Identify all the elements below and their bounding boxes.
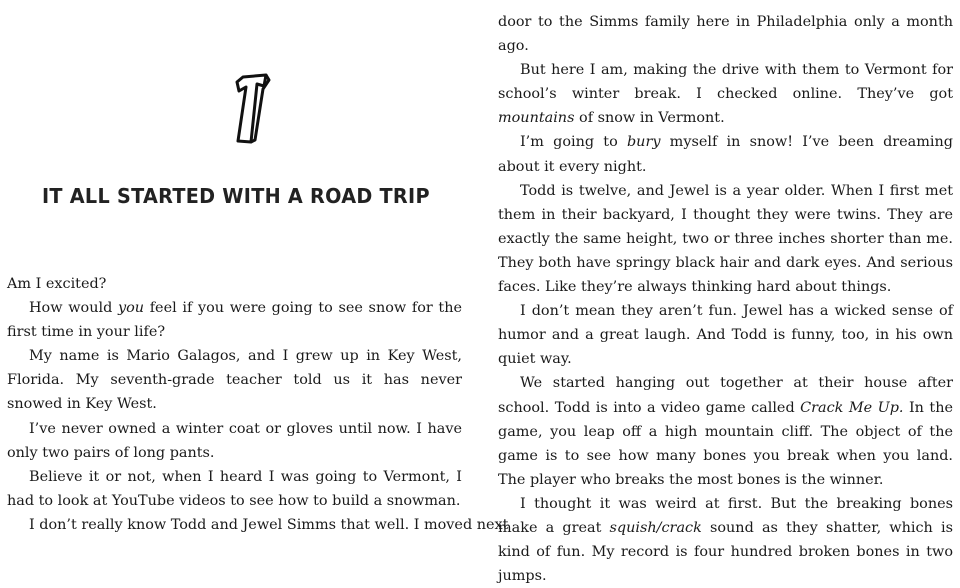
chapter-number-glyph bbox=[237, 75, 266, 142]
paragraph: I’ve never owned a winter coat or gloves until now. I have only two pairs of long pants. bbox=[7, 420, 462, 461]
left-page bbox=[0, 0, 509, 533]
right-page-text bbox=[498, 10, 953, 588]
chapter-title: IT ALL STARTED WITH A ROAD TRIP bbox=[42, 184, 430, 208]
paragraph: door to the Simms family here in Philadelphia only a month ago. bbox=[498, 14, 953, 55]
paragraph: We started hanging out together at their house after school. Todd is into a video game called Crack Me Up. In the game, you leap off a high mountain cliff. The object of the game is to see how many bones you break when you land. The player who breaks the most bones is the winner. bbox=[498, 375, 953, 488]
paragraph: I don’t really know Todd and Jewel Simms that well. I moved next bbox=[29, 516, 509, 533]
paragraph: I’m going to bury myself in snow! I’ve been dreaming about it every night. bbox=[498, 134, 953, 175]
paragraph: But here I am, making the drive with them to Vermont for school’s winter break. I checked online. They’ve got mountains of snow in Vermont. bbox=[498, 62, 953, 127]
paragraph: Todd is twelve, and Jewel is a year older. When I first met them in their backyard, I thought they were twins. They are exactly the same height, two or three inches shorter than me. They both have springy black hair and dark eyes. And serious faces. Like they’re always thinking hard about things. bbox=[498, 182, 953, 296]
paragraph: I don’t mean they aren’t fun. Jewel has a wicked sense of humor and a great laugh. And Todd is funny, too, in his own quiet way. bbox=[498, 303, 953, 368]
chapter-number-graphic bbox=[226, 72, 276, 148]
paragraph: My name is Mario Galagos, and I grew up in Key West, Florida. My seventh-grade teacher told us it has never snowed in Key West. bbox=[7, 348, 462, 413]
paragraph: How would you feel if you were going to see snow for the first time in your life? bbox=[7, 300, 462, 341]
left-page-text bbox=[7, 272, 509, 537]
paragraph: I thought it was weird at first. But the breaking bones make a great squish/crack sound as they shatter, which is kind of fun. My record is four hundred broken bones in two jumps. bbox=[498, 495, 953, 585]
paragraph: Believe it or not, when I heard I was going to Vermont, I had to look at YouTube videos to see how to build a snowman. bbox=[7, 468, 462, 509]
paragraph: Am I excited? bbox=[7, 276, 107, 292]
right-page bbox=[498, 0, 954, 585]
